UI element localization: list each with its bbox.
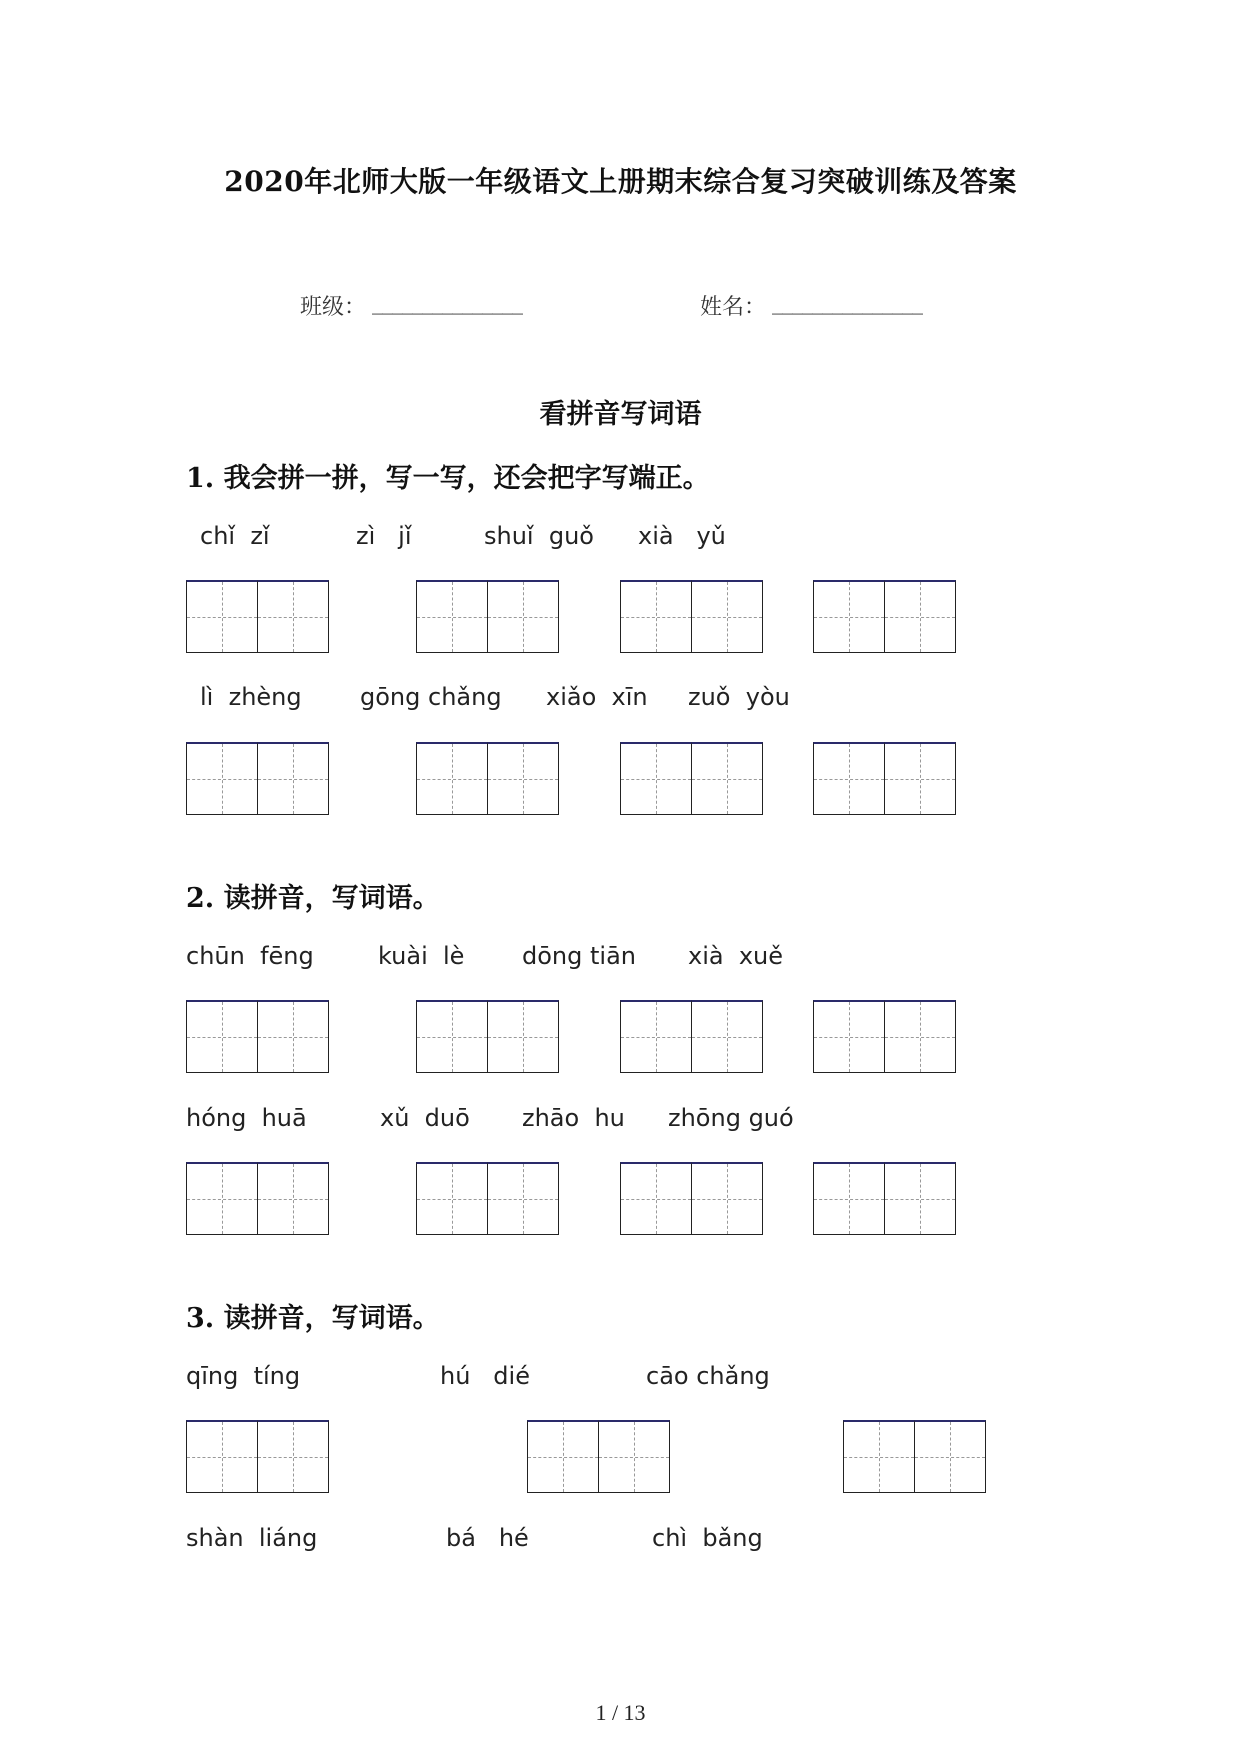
document-title: 2020年北师大版一年级语文上册期末综合复习突破训练及答案 bbox=[224, 165, 1017, 198]
name-blank: _______________ bbox=[772, 290, 922, 315]
pinyin: zuǒ yòu bbox=[688, 683, 790, 711]
pinyin: bá hé bbox=[446, 1524, 529, 1552]
pinyin: chūn fēng bbox=[186, 942, 314, 970]
name-label: 姓名： bbox=[700, 295, 767, 320]
class-blank: _______________ bbox=[372, 290, 522, 315]
pinyin: shàn liáng bbox=[186, 1524, 318, 1552]
pinyin: dōng tiān bbox=[522, 942, 636, 970]
question-3-title: 3. 读拼音，写词语。 bbox=[186, 1303, 440, 1334]
writing-grid[interactable] bbox=[186, 742, 329, 814]
writing-grid[interactable] bbox=[813, 742, 956, 814]
writing-grid[interactable] bbox=[527, 1420, 670, 1492]
pinyin: gōng chǎng bbox=[360, 683, 502, 711]
question-2-title: 2. 读拼音，写词语。 bbox=[186, 883, 440, 914]
pinyin: xià yǔ bbox=[638, 522, 726, 550]
writing-grid[interactable] bbox=[186, 1000, 329, 1072]
writing-grid[interactable] bbox=[416, 580, 559, 652]
pinyin: shuǐ guǒ bbox=[484, 522, 594, 550]
page-number: 1 / 13 bbox=[595, 1700, 646, 1725]
writing-grid[interactable] bbox=[186, 1162, 329, 1234]
pinyin: chǐ zǐ bbox=[200, 522, 270, 550]
pinyin: lì zhèng bbox=[200, 683, 302, 711]
writing-grid[interactable] bbox=[813, 1000, 956, 1072]
writing-grid[interactable] bbox=[813, 580, 956, 652]
pinyin: kuài lè bbox=[378, 942, 465, 970]
pinyin: xià xuě bbox=[688, 942, 784, 970]
pinyin: cāo chǎng bbox=[646, 1362, 770, 1390]
section-title: 看拼音写词语 bbox=[539, 399, 702, 430]
writing-grid[interactable] bbox=[416, 742, 559, 814]
pinyin: chì bǎng bbox=[652, 1524, 763, 1552]
pinyin: zhōng guó bbox=[668, 1104, 794, 1132]
question-1-title: 1. 我会拼一拼，写一写，还会把字写端正。 bbox=[186, 463, 710, 494]
writing-grid[interactable] bbox=[620, 742, 763, 814]
pinyin: hú dié bbox=[440, 1362, 530, 1390]
writing-grid[interactable] bbox=[416, 1162, 559, 1234]
writing-grid[interactable] bbox=[186, 580, 329, 652]
writing-grid[interactable] bbox=[813, 1162, 956, 1234]
pinyin: qīng tíng bbox=[186, 1362, 301, 1390]
writing-grid[interactable] bbox=[620, 1162, 763, 1234]
writing-grid[interactable] bbox=[416, 1000, 559, 1072]
writing-grid[interactable] bbox=[620, 1000, 763, 1072]
pinyin: zhāo hu bbox=[522, 1104, 625, 1132]
writing-grid[interactable] bbox=[843, 1420, 986, 1492]
pinyin: hóng huā bbox=[186, 1104, 307, 1132]
class-label: 班级： bbox=[300, 295, 367, 320]
pinyin: xǔ duō bbox=[380, 1104, 470, 1132]
writing-grid[interactable] bbox=[620, 580, 763, 652]
writing-grid[interactable] bbox=[186, 1420, 329, 1492]
pinyin: zì jǐ bbox=[356, 522, 412, 550]
pinyin: xiǎo xīn bbox=[546, 683, 648, 711]
